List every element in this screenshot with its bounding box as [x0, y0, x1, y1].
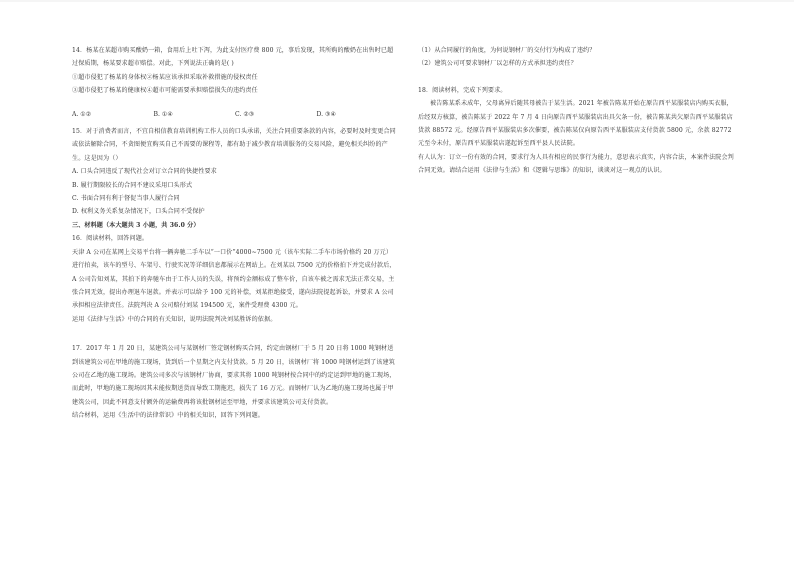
- q17-sub-2: （2）建筑公司可要求钢材厂以怎样的方式承担违约责任？: [418, 60, 577, 68]
- q18-note: 有人认为：订立一份有效的合同，要求行为人具有相应的民事行为能力，意思表示真实，内容合法，本案件法院会判合同无效。请结合运用《法律与生活》和《逻辑与思维》的知识，谈谈对这一观点的认识。: [418, 153, 734, 175]
- q17-body: 17．2017 年 1 月 20 日，某建筑公司与某钢材厂签定钢材购买合同，约定由钢材厂于 5 月 20 日将 1000 吨钢材送到该建筑公司在甲地的施工现场，货到后一个星期之内支付货款。5 月 20 日，该钢材厂将 1000 吨钢材运到了该建筑公司在乙地的施工现场。建筑公司多次与该钢材厂协商，要求其将 1000 吨钢材按合同中的约定运到甲地的施工现场，而此时，甲地的施工现场因其未能按期送货而导致工期拖迟，损失了 16 万元。而钢材厂认为乙地的施工现场也属于甲建筑公司，因此不同意支付额外的运输费再将该批钢材运至甲地，并要求该建筑公司支付货款。: [72, 345, 396, 406]
- q17-sub-1: （1）从合同履行的角度，为何说钢材厂的交付行为构成了违约？: [418, 47, 596, 54]
- q14-options: [72, 108, 398, 121]
- q18-head: 18．阅读材料，完成下列要求。: [418, 86, 507, 94]
- q16-body: 天津 A 公司在某网上交易平台将一辆奔驰二手车以“一口价”4000~7500 元（该车实际二手车市场价格约 20 万元）进行拍卖，该车的型号、车架号、行驶实况等详细信息都展示在网站上。在刘某以 7500 元的价格拍下并完成付款后，A 公司告知刘某，其拍下的奔驰车由于工作人员的失误，将预约金额标成了整车价，自该车被之需求无法正常交易，主张合同无效，提出办理退车退款。并表示可以给予 100 元的补偿，刘某拒绝接受，遂向法院提起诉讼，并要求 A 公司承担相应法律责任。法院判决 A 公司赔付刘某 194500 元，案件受理费 4300 元。: [72, 248, 396, 310]
- q14-item-1: ①超市侵犯了杨某的身体权②杨某应该承担采取补救措施的侵权责任: [72, 73, 258, 81]
- left-column: [72, 44, 398, 423]
- q14-option-a[interactable]: A. ①②: [72, 110, 92, 118]
- q14-option-b[interactable]: B. ①④: [153, 110, 173, 118]
- q14-option-c[interactable]: C. ②③: [235, 110, 255, 118]
- q16-task: 运用《法律与生活》中的合同的有关知识，说明法院判决刘某胜诉的依据。: [72, 315, 277, 323]
- q15-option-b[interactable]: B. 履行期限较长的合同不建议采用口头形式: [72, 181, 193, 189]
- q17-task: 结合材料，运用《生活中的法律常识》中的相关知识，回答下列问题。: [72, 412, 265, 420]
- q15-option-a[interactable]: A. 口头合同违反了现代社会对订立合同的快捷性要求: [72, 168, 217, 176]
- q16-head: 16．阅读材料，回答问题。: [72, 235, 149, 243]
- q15-option-d[interactable]: D. 权利义务关系复杂情况下，口头合同不受保护: [72, 208, 205, 216]
- q15-option-c[interactable]: C. 书面合同有利于督促当事人履行合同: [72, 195, 180, 203]
- right-column: [418, 44, 734, 178]
- section-title: 三、材料题（本大题共 3 小题，共 36.0 分）: [72, 221, 200, 229]
- top-strip: [0, 0, 794, 2]
- q14-item-2: ③超市侵犯了杨某的健康权④超市可能需要承担赔偿损失的违约责任: [72, 87, 258, 95]
- q18-body: 被告陈某系未成年，父母离异后随其母被告于某生活。2021 年被告陈某开始在原告西平某服装店内购买衣服，后经双方核算，被告陈某于 2022 年 7 月 4 日向原告西平某服装店出具欠条一份，被告陈某共欠原告西平某服装店货款 88572 元。经原告西平某服装店多次催要，被告陈某仅向原告西平某服装店支付货款 5800 元，余款 82772 元至今未付，原告西平某服装店遂起诉至西平县人民法院。: [418, 100, 733, 148]
- q14-option-d[interactable]: D. ③④: [316, 110, 336, 118]
- q14-stem: 14．杨某在某超市购买酸奶一箱，食用后上吐下泻，为此支付医疗费 800 元，事后发现，其所购的酸奶在出售时已超过保质期，杨某要求超市赔偿。对此，下列说法正确的是( ): [72, 47, 394, 68]
- q15-stem: 15．对于消费者而言，不宜自相信教育培训机构工作人员的口头承诺，关注合同重要条款的内容，必要时及时变更合同或依法解除合同，不贪图便宜购买自己不需要的课程等，都有助于减少教育培训服务的交易风险，避免相关纠纷的产生。这是因为（）: [72, 128, 396, 162]
